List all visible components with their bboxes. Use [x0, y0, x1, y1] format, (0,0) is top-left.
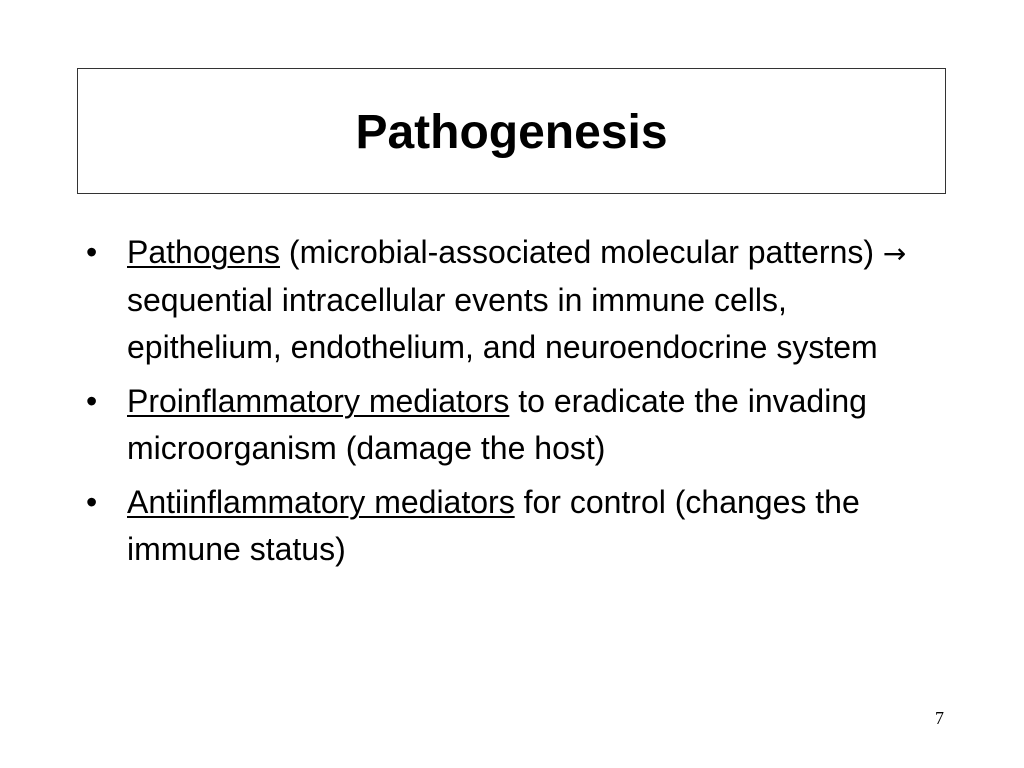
bullet-dot-icon: •: [86, 484, 98, 520]
page-number: 7: [935, 708, 944, 728]
bullet-dot-icon: •: [86, 234, 98, 270]
bullet-term: Proinflammatory mediators: [127, 383, 510, 419]
bullet-text: sequential intracellular events in immune cells, epithelium, endothelium, and neuroendocrine system: [127, 282, 878, 365]
bullet-text: (microbial-associated molecular patterns): [280, 234, 883, 270]
bullet-item-antiinflammatory: [86, 479, 926, 573]
bullet-term: Antiinflammatory mediators: [127, 484, 515, 520]
bullet-list: [86, 229, 926, 580]
bullet-term: Pathogens: [127, 234, 281, 270]
bullet-text: to eradicate the invading microorganism (damage the host): [127, 383, 867, 466]
bullet-text: for control (changes the immune status): [127, 484, 860, 567]
right-arrow-icon: →: [882, 237, 907, 270]
title-box: [77, 68, 946, 194]
bullet-dot-icon: •: [86, 383, 98, 419]
slide-title: Pathogenesis: [355, 106, 668, 159]
bullet-item-proinflammatory: [86, 378, 926, 472]
bullet-item-pathogens: [86, 229, 926, 371]
